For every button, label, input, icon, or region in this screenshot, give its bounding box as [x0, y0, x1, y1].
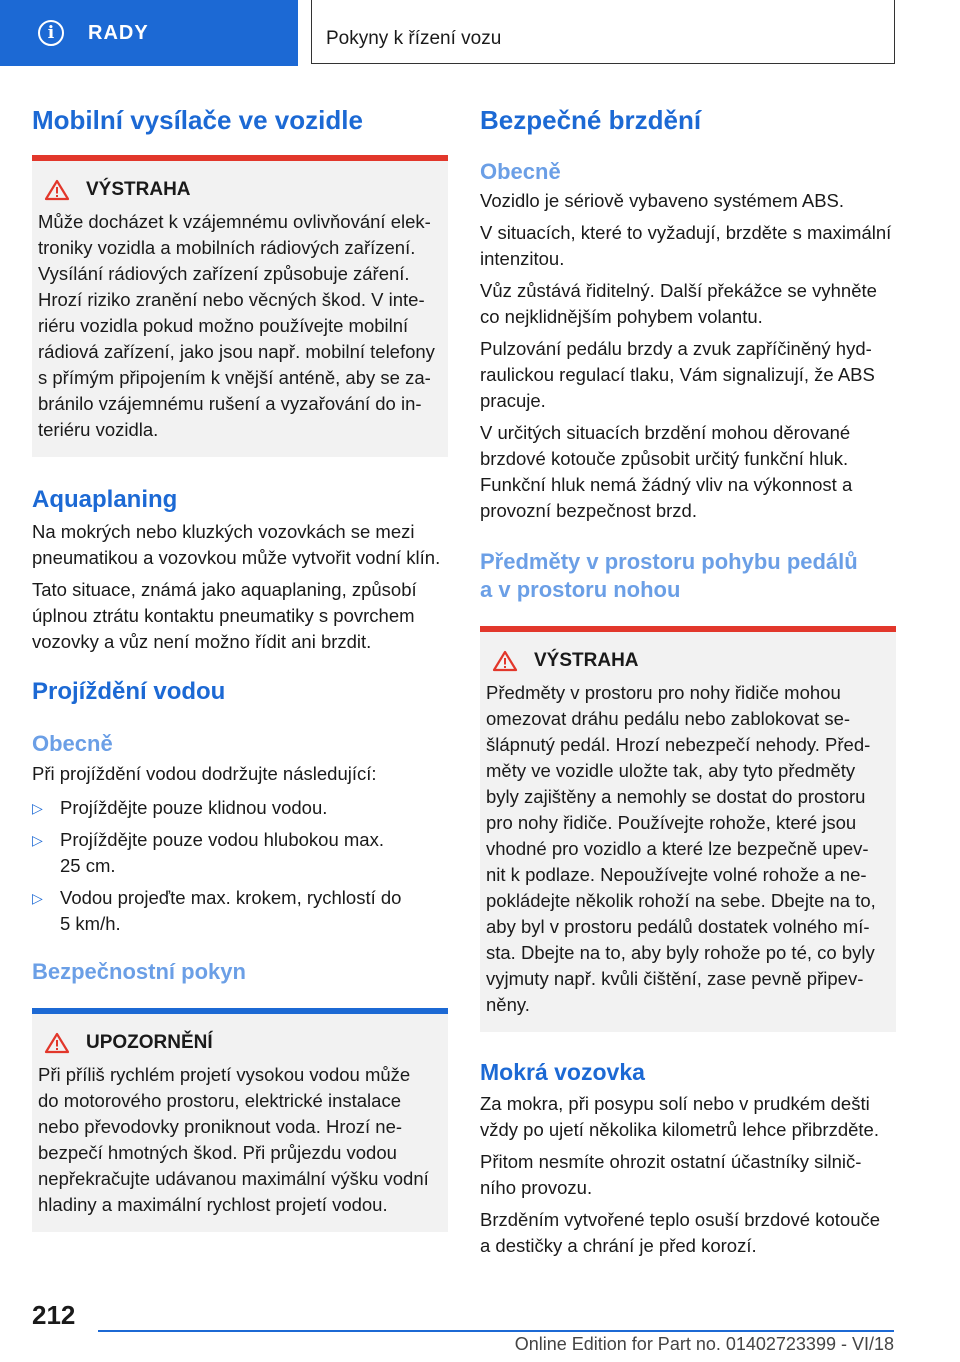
braking-paragraph-3: Vůz zůstává řiditelný. Další překážce se vyhněte co nejklidnějším pohybem volantu.	[480, 279, 877, 327]
wet-paragraph-3: Brzděním vytvořené teplo osuší brzdové kotouče a destičky a chrání je před korozí.	[480, 1209, 881, 1257]
right-column	[480, 96, 896, 1259]
heading-safe-braking: Bezpečné brzdění	[480, 105, 702, 135]
warning-text: Předměty v prostoru pro nohy řidiče mohou omezovat dráhu pedálu nebo zablokovat se- šlápnutý pedál. Hrozí nebezpečí nehody. Před- měty ve vozidle uložte tak, aby tyto předměty byly zajištěny a nemohly se dostat do prostoru pro nohy řidiče. Používejte rohože, které jsou vhodné pro vozidlo a které lze bezpečně upev- nit k podlaze. Nepoužívejte volné rohože a ne- pokládejte několik rohoží na sebe. Dbejte na to, aby byl v prostoru pedálů dostatek volného mí- sta. Dbejte na to, aby byly rohože po té, co byly vyjmuty např. kvůli čištění, zase pevně připev- něny.	[486, 681, 876, 1015]
warning-title: VÝSTRAHA	[534, 649, 639, 671]
aquaplaning-paragraph-1: Na mokrých nebo kluzkých vozovkách se mezi pneumatikou a vozovkou může vytvořit vodní klín.	[32, 520, 441, 568]
braking-paragraph-4: Pulzování pedálu brzdy a zvuk zapříčiněný hyd- raulickou regulací tlaku, Vám signalizují, že ABS pracuje.	[480, 337, 875, 411]
heading-water-crossing: Projíždění vodou	[32, 677, 226, 705]
heading-mobile-transmitters: Mobilní vysílače ve vozidle	[32, 105, 363, 135]
water-intro: Při projíždění vodou dodržujte následující:	[32, 762, 377, 784]
subheading-pedal-objects: Předměty v prostoru pohybu pedálů a v prostoru nohou	[480, 548, 858, 602]
triangle-bullet-icon: ▷	[32, 831, 43, 848]
warning-box-pedals	[480, 626, 896, 1032]
chapter-title: Pokyny k řízení vozu	[326, 28, 502, 49]
left-column	[32, 96, 448, 1232]
list-item: ▷ Vodou projeďte max. krokem, rychlostí do 5 km/h.	[32, 886, 402, 934]
caution-text: Při příliš rychlém projetí vysokou vodou může do motorového prostoru, elektrické instalace nebo převodovky proniknout voda. Hrozí ne- bezpečí hmotných škod. Při průjezdu vodou nepřekračujte udávanou maximální výšku vodní hladiny a maximální rychlost projetí vodou.	[38, 1063, 429, 1215]
caution-box-water	[32, 1008, 448, 1232]
list-item: ▷ Projíždějte pouze vodou hlubokou max. 25 cm.	[32, 828, 384, 876]
info-icon: i	[38, 20, 64, 46]
section-tab-rady[interactable]	[0, 0, 298, 66]
subheading-general: Obecně	[32, 731, 113, 757]
list-item: ▷ Projíždějte pouze klidnou vodou.	[32, 795, 448, 821]
page-number: 212	[32, 1300, 76, 1330]
heading-aquaplaning: Aquaplaning	[32, 485, 178, 513]
warning-text: Může docházet k vzájemnému ovlivňování elek- troniky vozidla a mobilních rádiových zařízení. Vysílání rádiových zařízení způsobuje záření. Hrozí riziko zranění nebo věcných škod. V inte- riéru vozidla pokud možno používejte mobilní rádiová zařízení, jako jsou např. mobilní telefony s přímým připojením k vnější anténě, aby se za- bránilo vzájemnému rušení a vyzařování do in- teriéru vozidla.	[38, 210, 435, 440]
warning-triangle-icon	[44, 1032, 70, 1054]
braking-paragraph-2: V situacích, které to vyžadují, brzděte s maximální intenzitou.	[480, 221, 892, 269]
edition-text: Online Edition for Part no. 01402723399 - VI/18	[514, 1334, 894, 1354]
aquaplaning-paragraph-2: Tato situace, známá jako aquaplaning, způsobí úplnou ztrátu kontaktu pneumatiky s povrchem vozovky a vůz není možno řídit ani brzdit.	[32, 578, 417, 652]
heading-wet-road: Mokrá vozovka	[480, 1058, 645, 1085]
subheading-general: Obecně	[480, 158, 561, 184]
warning-title: VÝSTRAHA	[86, 178, 191, 200]
warning-triangle-icon	[44, 179, 70, 201]
wet-paragraph-1: Za mokra, při posypu solí nebo v prudkém dešti vždy po ujetí několika kilometrů lehce přibrzděte.	[480, 1093, 879, 1141]
triangle-bullet-icon: ▷	[32, 889, 43, 906]
braking-paragraph-1: Vozidlo je sériově vybaveno systémem ABS.	[480, 189, 845, 211]
wet-paragraph-2: Přitom nesmíte ohrozit ostatní účastníky silnič- ního provozu.	[480, 1151, 862, 1199]
warning-box-mobile	[32, 155, 448, 457]
footer-divider	[98, 1330, 894, 1332]
warning-triangle-icon	[492, 650, 518, 672]
section-label: RADY	[88, 21, 149, 44]
water-list	[32, 795, 448, 937]
triangle-bullet-icon: ▷	[32, 799, 43, 816]
subheading-safety-note: Bezpečnostní pokyn	[32, 958, 246, 984]
caution-title: UPOZORNĚNÍ	[86, 1031, 213, 1053]
page-header	[0, 0, 960, 66]
braking-paragraph-5: V určitých situacích brzdění mohou děrované brzdové kotouče způsobit určitý funkční hluk. Funkční hluk nemá žádný vliv na výkonnost a provozní bezpečnost brzd.	[480, 421, 853, 521]
chapter-title-tab	[311, 0, 895, 64]
